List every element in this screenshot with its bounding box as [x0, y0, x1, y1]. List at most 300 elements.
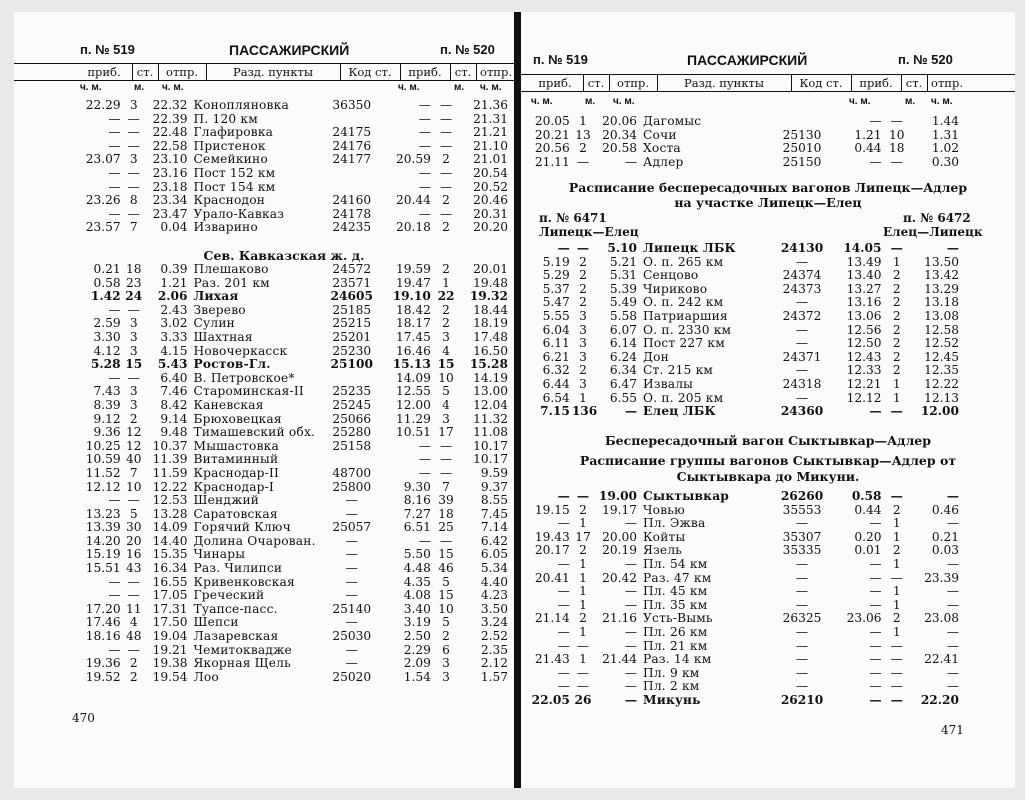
table-cell: 3: [579, 349, 587, 364]
table-cell: 5.28: [90, 357, 121, 372]
table-cell: 12.12: [85, 479, 121, 494]
table-cell: 17.48: [473, 329, 508, 344]
table-cell: 1: [892, 597, 901, 612]
table-row: [527, 242, 961, 256]
table-cell: —: [890, 114, 903, 128]
table-row: [527, 531, 961, 545]
column-header: отпр.: [931, 76, 963, 90]
station-name: Глафировка: [193, 125, 274, 140]
table-cell: 4.48: [403, 561, 431, 576]
table-cell: 20.59: [395, 152, 431, 167]
table-cell: 13.49: [846, 254, 882, 269]
table-cell: —: [108, 125, 121, 140]
table-cell: 2: [892, 308, 901, 323]
table-cell: 2: [442, 316, 450, 331]
table-cell: 2: [579, 141, 587, 156]
table-cell: 23.06: [846, 611, 882, 626]
table-cell: 18.42: [395, 302, 431, 317]
column-header: Разд. пункты: [232, 65, 314, 79]
table-cell: —: [946, 597, 959, 612]
table-cell: 26: [574, 692, 592, 707]
table-cell: —: [345, 493, 358, 508]
table-cell: —: [439, 452, 453, 467]
station-name: Пл. 35 км: [643, 597, 708, 612]
table-cell: —: [946, 679, 959, 694]
table-row: [527, 156, 961, 170]
table-cell: —: [795, 322, 809, 337]
route-right: Елец—Липецк: [883, 225, 983, 239]
table-cell: 4.15: [160, 343, 188, 358]
table-cell: 18.44: [473, 302, 508, 317]
table-row: [527, 585, 961, 599]
table-cell: 2: [129, 656, 138, 671]
table-cell: —: [946, 584, 959, 599]
table-cell: 21.44: [602, 652, 638, 667]
table-cell: 9.12: [93, 411, 121, 426]
table-cell: 22.29: [85, 98, 121, 112]
table-cell: 0.30: [931, 154, 959, 169]
table-cell: —: [869, 624, 882, 639]
table-cell: 35553: [782, 502, 822, 517]
table-cell: 18.17: [395, 316, 431, 331]
table-cell: 10.37: [152, 438, 188, 453]
table-row: [527, 256, 961, 270]
table-cell: 19.21: [152, 642, 188, 657]
table-cell: 2: [129, 669, 138, 684]
table-cell: —: [890, 241, 903, 255]
page-number: 470: [72, 711, 95, 725]
table-cell: 1: [579, 652, 587, 667]
table-cell: 46: [438, 561, 454, 576]
train-left-number: п. № 519: [533, 52, 588, 67]
table-cell: 13.27: [846, 281, 882, 296]
table-cell: 13.23: [85, 506, 121, 521]
table-cell: 11.59: [152, 465, 188, 480]
table-cell: 17: [438, 425, 454, 440]
table-cell: 17.20: [85, 601, 121, 616]
timetable-section-2: [78, 263, 510, 684]
station-name: Лихая: [193, 289, 239, 304]
table-cell: —: [127, 302, 140, 317]
table-cell: 7.43: [93, 384, 121, 399]
table-cell: 3: [442, 656, 450, 671]
table-cell: 0.46: [931, 502, 959, 517]
table-cell: 20.41: [534, 570, 570, 585]
table-cell: —: [345, 642, 358, 657]
table-cell: 24160: [332, 193, 372, 208]
table-cell: 15.13: [392, 357, 431, 372]
table-cell: —: [127, 206, 140, 221]
table-cell: 3: [129, 384, 138, 399]
table-cell: 2: [892, 281, 901, 296]
station-name: Саратовская: [193, 506, 278, 521]
table-row: [78, 481, 510, 495]
column-header: ст.: [454, 65, 472, 79]
table-cell: 1: [579, 570, 587, 585]
table-cell: 25215: [332, 316, 372, 331]
station-name: Пристенок: [193, 138, 266, 153]
train-right-number: п. № 520: [440, 42, 495, 57]
table-cell: —: [127, 370, 140, 385]
train-type-title: ПАССАЖИРСКИЙ: [687, 52, 808, 68]
station-name: Староминская-II: [193, 384, 304, 399]
table-cell: 1: [579, 584, 587, 599]
table-cell: 25158: [332, 438, 372, 453]
table-cell: 7: [129, 465, 138, 480]
station-name: Кривенковская: [193, 574, 295, 589]
table-row: [78, 113, 510, 127]
table-cell: —: [890, 665, 903, 680]
table-cell: 19.32: [469, 289, 508, 304]
table-cell: 14.20: [85, 533, 121, 548]
station-name: Язель: [643, 543, 683, 558]
table-cell: 22.58: [152, 138, 188, 153]
table-cell: 22.05: [531, 692, 570, 707]
table-cell: 0.20: [854, 529, 882, 544]
table-row: [78, 290, 510, 304]
table-cell: 16.55: [152, 574, 188, 589]
table-cell: 2: [442, 262, 450, 276]
table-cell: 24130: [780, 241, 824, 255]
table-cell: 5.19: [542, 254, 570, 269]
table-cell: —: [557, 584, 570, 599]
table-cell: 5.29: [542, 268, 570, 283]
table-row: [527, 269, 961, 283]
table-cell: —: [108, 206, 121, 221]
station-name: Пл. 2 км: [643, 679, 700, 694]
table-cell: 20.58: [602, 141, 638, 156]
table-cell: —: [576, 154, 590, 169]
station-name: Сенцово: [643, 268, 699, 283]
station-name: Сыктывкар: [643, 489, 730, 503]
table-cell: 2: [579, 281, 587, 296]
table-cell: —: [576, 679, 590, 694]
table-row: [78, 153, 510, 167]
table-cell: 15.35: [152, 547, 188, 562]
table-cell: —: [418, 438, 431, 453]
column-header: приб.: [87, 65, 121, 79]
table-cell: 1: [892, 584, 901, 599]
table-cell: 2: [442, 302, 450, 317]
table-row: [78, 630, 510, 644]
table-cell: 1: [892, 624, 901, 639]
table-cell: —: [624, 665, 638, 680]
table-cell: 10.17: [473, 452, 508, 467]
unit-label: ч. м.: [480, 82, 502, 93]
table-cell: 0.39: [160, 262, 188, 276]
station-name: Раз. 47 км: [643, 570, 712, 585]
table-cell: 6.32: [542, 363, 570, 378]
table-row: [527, 405, 961, 419]
table-row: [527, 680, 961, 694]
station-name: Краснодар-I: [193, 479, 275, 494]
table-cell: 5.58: [609, 308, 638, 323]
table-cell: —: [576, 489, 590, 503]
table-cell: 15.51: [85, 561, 121, 576]
train-left-number: п. № 519: [80, 42, 135, 57]
table-cell: 2: [892, 322, 901, 337]
section-subtitle-3: Сыктывкара до Микуни.: [676, 469, 860, 484]
table-cell: —: [439, 465, 453, 480]
table-cell: 23.07: [85, 152, 121, 167]
table-row: [527, 572, 961, 586]
table-cell: 1: [579, 624, 587, 639]
table-cell: 10.59: [85, 452, 121, 467]
table-cell: 2: [892, 502, 901, 517]
table-cell: —: [946, 556, 959, 571]
table-cell: —: [108, 574, 121, 589]
table-cell: 1: [892, 556, 901, 571]
station-name: Шенджий: [193, 493, 260, 508]
station-name: Лазаревская: [193, 629, 279, 644]
table-cell: 22.20: [920, 692, 959, 707]
table-cell: 1: [579, 114, 587, 128]
table-row: [78, 126, 510, 140]
table-cell: —: [624, 597, 638, 612]
table-cell: 0.58: [93, 275, 121, 290]
table-cell: 21.36: [473, 98, 508, 112]
table-cell: 9.30: [403, 479, 431, 494]
unit-label: м.: [454, 82, 465, 93]
table-cell: 3: [129, 343, 138, 358]
table-cell: 1: [892, 516, 901, 531]
table-cell: 2: [579, 268, 587, 283]
table-row: [78, 562, 510, 576]
table-cell: —: [557, 638, 570, 653]
station-name: Зверево: [193, 302, 246, 317]
station-name: Пл. 26 км: [643, 624, 708, 639]
table-row: [78, 99, 510, 113]
table-cell: 3: [129, 316, 138, 331]
table-cell: —: [108, 165, 121, 180]
table-cell: 23.18: [152, 179, 188, 194]
table-row: [78, 467, 510, 481]
table-cell: 19.48: [473, 275, 508, 290]
table-cell: —: [127, 125, 140, 140]
column-header: Код ст.: [348, 65, 392, 79]
table-cell: —: [795, 652, 809, 667]
table-cell: 25230: [332, 343, 372, 358]
table-row: [527, 640, 961, 654]
table-cell: —: [418, 206, 431, 221]
table-cell: 24373: [782, 281, 822, 296]
table-row: [78, 304, 510, 318]
table-cell: —: [345, 547, 358, 562]
table-cell: 0.04: [160, 220, 188, 235]
table-cell: —: [869, 692, 882, 707]
table-cell: 12.12: [846, 390, 882, 405]
table-cell: —: [108, 588, 121, 603]
table-cell: —: [869, 556, 882, 571]
table-cell: 14.09: [395, 370, 431, 385]
table-cell: 26325: [782, 611, 822, 626]
table-cell: 4.40: [480, 574, 508, 589]
table-row: [78, 399, 510, 413]
table-cell: 3.19: [403, 615, 431, 630]
table-cell: 25150: [782, 154, 822, 169]
table-row: [527, 283, 961, 297]
table-cell: 16: [126, 547, 142, 562]
station-name: Пл. 21 км: [643, 638, 708, 653]
table-cell: 2: [442, 220, 450, 235]
table-cell: 24572: [332, 262, 372, 276]
column-header: приб.: [538, 76, 572, 90]
table-cell: —: [557, 665, 570, 680]
table-row: [78, 208, 510, 222]
table-cell: 23.57: [85, 220, 121, 235]
table-cell: 136: [571, 404, 598, 419]
table-cell: 25100: [330, 357, 373, 372]
station-name: Якорная Щель: [193, 656, 291, 671]
table-cell: [319, 113, 384, 127]
table-row: [78, 603, 510, 617]
table-cell: —: [345, 574, 358, 589]
table-cell: 12: [126, 438, 142, 453]
table-cell: 2: [892, 268, 901, 283]
table-cell: —: [557, 597, 570, 612]
table-cell: 19.47: [395, 275, 431, 290]
section-subtitle-1: на участке Липецк—Елец: [674, 195, 862, 210]
table-cell: 3: [579, 336, 587, 351]
table-cell: 6.07: [609, 322, 638, 337]
table-cell: 3: [129, 152, 138, 167]
table-cell: 16.34: [152, 561, 188, 576]
table-cell: 12.22: [152, 479, 188, 494]
table-cell: 20.05: [534, 114, 570, 128]
table-cell: 39: [438, 493, 454, 508]
table-cell: —: [869, 584, 882, 599]
table-cell: 25030: [332, 629, 372, 644]
table-cell: 23.16: [152, 165, 188, 180]
table-cell: 17.05: [152, 588, 188, 603]
station-name: Брюховецкая: [193, 411, 282, 426]
table-cell: 1: [892, 390, 901, 405]
table-cell: —: [439, 98, 453, 112]
table-cell: —: [439, 125, 453, 140]
table-row: [78, 453, 510, 467]
station-name: П. 120 км: [193, 111, 258, 126]
unit-label: ч. м.: [531, 96, 553, 107]
table-cell: 2.09: [403, 656, 431, 671]
station-name: Елец ЛБК: [643, 404, 716, 419]
route-left: Липецк—Елец: [539, 225, 639, 239]
table-cell: 23571: [332, 275, 372, 290]
station-name: Краснодон: [193, 193, 266, 208]
table-cell: —: [418, 98, 431, 112]
table-cell: —: [795, 336, 809, 351]
table-cell: 13.16: [846, 295, 882, 310]
table-cell: 9.14: [160, 411, 188, 426]
table-cell: 25130: [782, 127, 822, 142]
table-cell: 17.46: [85, 615, 121, 630]
table-cell: 13.18: [924, 295, 959, 310]
table-cell: 17.50: [152, 615, 188, 630]
table-cell: —: [795, 363, 809, 378]
table-cell: 1: [579, 556, 587, 571]
table-cell: 20: [126, 533, 142, 548]
table-cell: —: [624, 692, 638, 707]
table-cell: —: [890, 679, 903, 694]
table-cell: —: [795, 570, 809, 585]
table-cell: 20.00: [602, 529, 638, 544]
table-cell: 5.31: [609, 268, 638, 283]
table-cell: 14.19: [473, 370, 508, 385]
table-cell: 21.11: [534, 154, 570, 169]
table-cell: 25800: [332, 479, 372, 494]
unit-label: ч. м.: [849, 96, 871, 107]
table-cell: 10.17: [473, 438, 508, 453]
table-cell: 25010: [782, 141, 822, 156]
unit-label: ч. м.: [162, 82, 184, 93]
column-header: отпр.: [166, 65, 198, 79]
table-cell: 2: [892, 363, 901, 378]
station-name: Хоста: [643, 141, 681, 156]
table-cell: —: [795, 556, 809, 571]
table-cell: —: [576, 638, 590, 653]
table-cell: 25066: [332, 411, 372, 426]
table-cell: 40: [126, 452, 142, 467]
table-cell: 3.33: [160, 329, 188, 344]
table-cell: 17.45: [395, 329, 431, 344]
table-cell: 1.02: [931, 141, 959, 156]
table-cell: 13.28: [152, 506, 188, 521]
table-cell: —: [869, 679, 882, 694]
table-cell: 0.03: [931, 543, 959, 558]
table-cell: 9.48: [160, 425, 188, 440]
table-cell: —: [345, 506, 358, 521]
table-cell: 18: [126, 262, 142, 276]
table-cell: 10: [438, 601, 454, 616]
station-name: Пост 227 км: [643, 336, 725, 351]
column-header: Разд. пункты: [683, 76, 765, 90]
table-cell: —: [869, 154, 882, 169]
table-row: [78, 372, 510, 386]
table-cell: [319, 181, 384, 195]
table-cell: 6.21: [542, 349, 570, 364]
table-row: [527, 694, 961, 708]
table-cell: 2.50: [403, 629, 431, 644]
table-cell: 20.21: [534, 127, 570, 142]
table-cell: 20.42: [602, 570, 638, 585]
station-name: Сулин: [193, 316, 235, 331]
table-cell: 18: [438, 506, 454, 521]
table-cell: 24235: [332, 220, 372, 235]
station-name: Туапсе-пасс.: [193, 601, 278, 616]
table-cell: 12.00: [920, 404, 959, 419]
table-cell: —: [127, 642, 140, 657]
table-cell: 22.32: [152, 98, 188, 112]
page-470: [14, 12, 514, 788]
table-cell: 24371: [782, 349, 822, 364]
table-cell: 19.15: [534, 502, 570, 517]
table-row: [527, 115, 961, 129]
timetable-syktyvkar-mikun: [527, 490, 961, 708]
table-row: [78, 345, 510, 359]
table-cell: —: [890, 652, 903, 667]
station-name: Урало-Кавказ: [193, 206, 285, 221]
table-cell: 22.41: [924, 652, 959, 667]
table-row: [527, 142, 961, 156]
table-cell: 2.06: [157, 289, 188, 304]
station-name: В. Петровское*: [193, 370, 295, 385]
table-cell: —: [439, 165, 453, 180]
table-cell: —: [890, 404, 903, 419]
table-cell: 2.59: [93, 316, 121, 331]
column-header: ст.: [905, 76, 923, 90]
timetable-section-1: [527, 115, 961, 169]
table-cell: 23: [126, 275, 142, 290]
table-cell: 5.37: [542, 281, 570, 296]
